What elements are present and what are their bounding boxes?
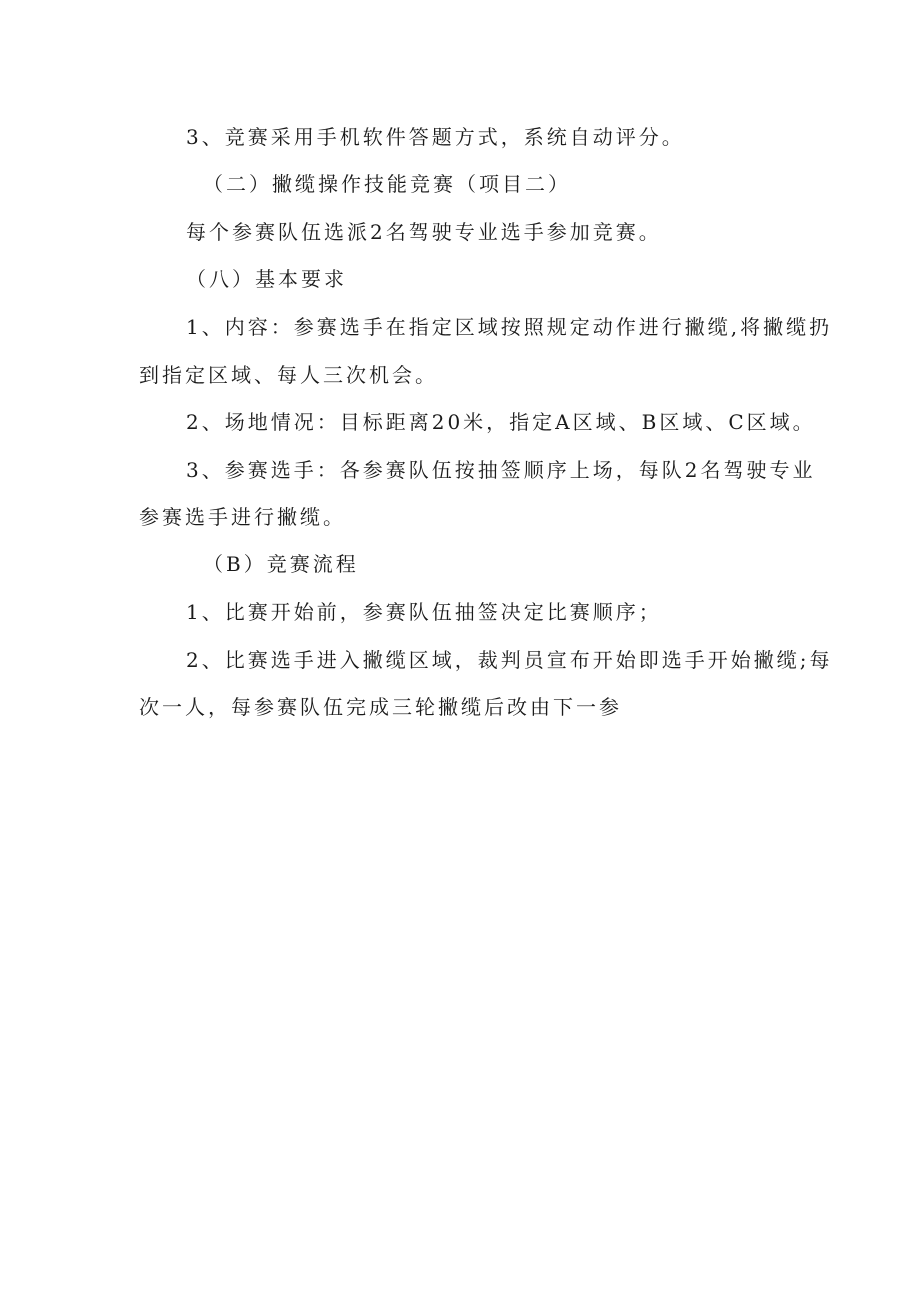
section-heading-competition-process: （B）竞赛流程: [203, 552, 359, 576]
paragraph-rule-3-answering: 3、竞赛采用手机软件答题方式，系统自动评分。: [186, 125, 685, 149]
paragraph-process-step-2-line-2: 次一人，每参赛队伍完成三轮撇缆后改由下一参: [139, 695, 622, 719]
paragraph-venue: 2、场地情况：目标距离20米，指定A区域、B区域、C区域。: [186, 410, 816, 434]
paragraph-team-selection: 每个参赛队伍选派2名驾驶专业选手参加竞赛。: [186, 220, 662, 244]
paragraph-content-line-1: 1、内容：参赛选手在指定区域按照规定动作进行撇缆,将撇缆扔: [186, 315, 833, 339]
paragraph-content-line-2: 到指定区域、每人三次机会。: [139, 363, 438, 387]
paragraph-process-step-1: 1、比赛开始前，参赛队伍抽签决定比赛顺序；: [186, 600, 662, 624]
section-heading-heaving-line-contest: （二）撇缆操作技能竞赛（项目二）: [203, 172, 571, 196]
paragraph-contestants-line-2: 参赛选手进行撇缆。: [139, 505, 346, 529]
paragraph-process-step-2-line-1: 2、比赛选手进入撇缆区域，裁判员宣布开始即选手开始撇缆;每: [186, 648, 833, 672]
section-heading-basic-requirements: （八）基本要求: [186, 267, 347, 291]
paragraph-contestants-line-1: 3、参赛选手：各参赛队伍按抽签顺序上场，每队2名驾驶专业: [186, 458, 816, 482]
